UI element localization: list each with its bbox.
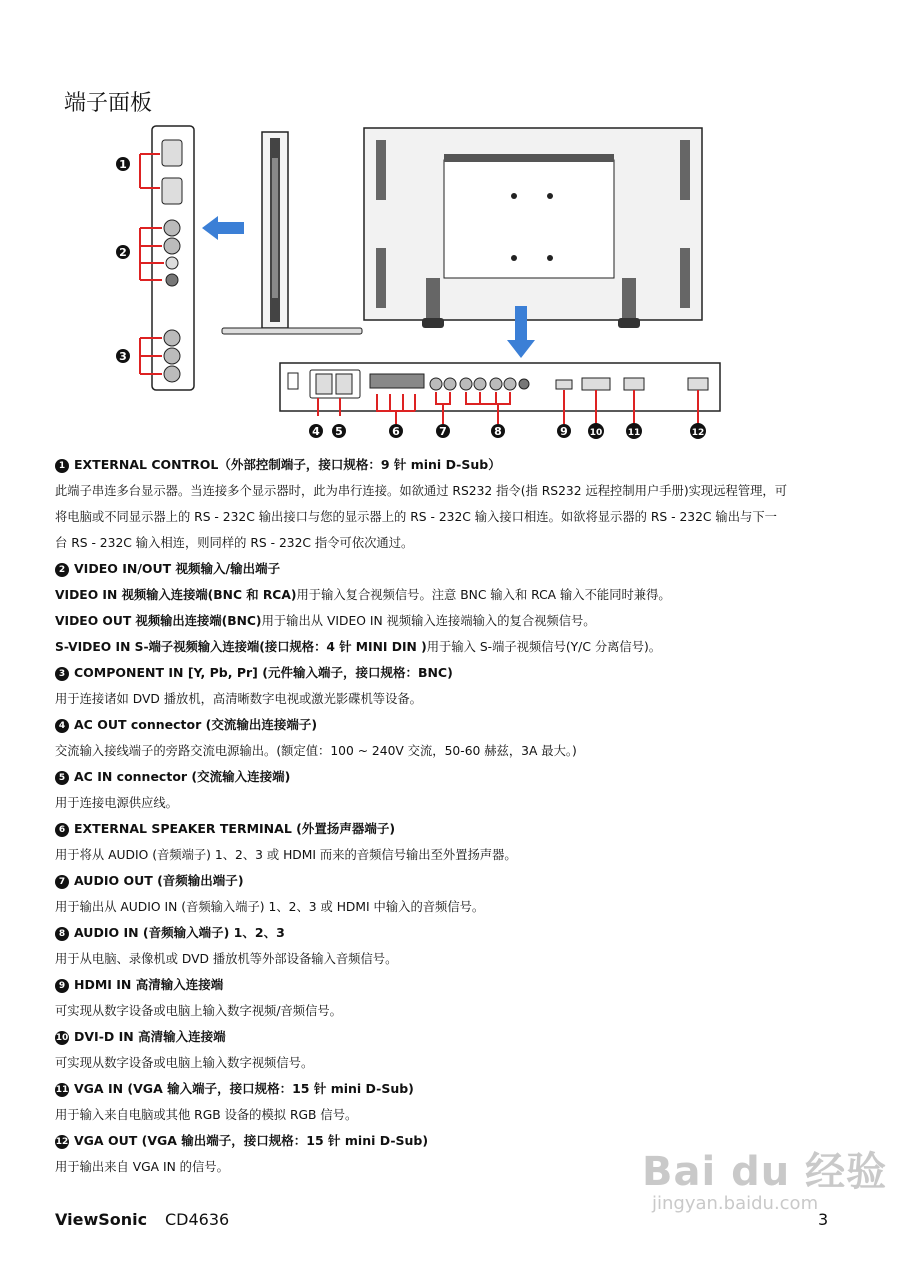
item-heading: 3 COMPONENT IN [Y, Pb, Pr] (元件输入端子，接口规格：BNC): [55, 660, 855, 686]
callout-9: [557, 424, 571, 438]
svg-text:9: 9: [560, 425, 568, 438]
item-heading: 4 AC OUT connector (交流输出连接端子): [55, 712, 855, 738]
item-number-badge: 5: [55, 771, 69, 785]
side-connector-panel: [140, 126, 194, 390]
item-description: VIDEO IN 视频输入连接端(BNC 和 RCA)用于输入复合视频信号。注意 BNC 输入和 RCA 输入不能同时兼得。: [55, 588, 671, 602]
item-description: 此端子串连多台显示器。当连接多个显示器时，此为串行连接。如欲通过 RS232 指令(指 RS232 远程控制用户手册)实现远程管理，可: [55, 484, 788, 498]
item-heading: 5 AC IN connector (交流输入连接端): [55, 764, 855, 790]
svg-text:1: 1: [119, 158, 127, 171]
svg-text:12: 12: [691, 428, 705, 438]
item-heading: 12 VGA OUT (VGA 输出端子，接口规格：15 针 mini D-Sub): [55, 1133, 429, 1148]
watermark-url: jingyan.baidu.com: [652, 1193, 819, 1214]
item-number-badge: 6: [55, 823, 69, 837]
baidu-watermark: [642, 1140, 887, 1214]
callout-2: [116, 245, 130, 259]
watermark-logo: Bai du 经验: [642, 1149, 888, 1195]
svg-text:8: 8: [494, 425, 502, 438]
item-description: 可实现从数字设备或电脑上输入数字视频信号。: [55, 1056, 314, 1070]
svg-text:5: 5: [335, 425, 343, 438]
svg-text:11: 11: [627, 428, 641, 438]
item-number-badge: 7: [55, 875, 69, 889]
item-heading: 9 HDMI IN 高清输入连接端: [55, 972, 855, 998]
callout-8: [491, 424, 505, 438]
item-description: 用于连接电源供应线。: [55, 796, 178, 810]
item-description: 可实现从数字设备或电脑上输入数字视频/音频信号。: [55, 1004, 342, 1018]
item-description: 用于从电脑、录像机或 DVD 播放机等外部设备输入音频信号。: [55, 952, 398, 966]
svg-text:6: 6: [392, 425, 400, 438]
item-description: 用于输出来自 VGA IN 的信号。: [55, 1160, 229, 1174]
item-number-badge: 4: [55, 719, 69, 733]
item-description: S-VIDEO IN S-端子视频输入连接端(接口规格：4 针 MINI DIN )用于输入 S-端子视频信号(Y/C 分离信号)。: [55, 640, 662, 654]
terminal-panel-diagram: [0, 118, 905, 448]
item-description: 用于输出从 AUDIO IN (音频输入端子) 1、2、3 或 HDMI 中输入的音频信号。: [55, 900, 485, 914]
callout-5: [332, 424, 346, 438]
svg-text:4: 4: [312, 425, 320, 438]
callout-11: [626, 423, 642, 439]
footer-brand: ViewSonic: [55, 1210, 148, 1229]
item-description: 台 RS - 232C 输入相连，则同样的 RS - 232C 指令可依次通过。: [55, 536, 414, 550]
item-number-badge: 10: [55, 1032, 69, 1043]
page-title: 端子面板: [64, 91, 153, 116]
callout-7: [436, 424, 450, 438]
monitor-rear-view: [364, 128, 702, 328]
svg-text:10: 10: [589, 428, 603, 438]
item-description: VIDEO OUT 视频输出连接端(BNC)用于输出从 VIDEO IN 视频输入连接端输入的复合视频信号。: [55, 614, 596, 628]
item-description: 用于将从 AUDIO (音频端子) 1、2、3 或 HDMI 而来的音频信号输出至外置扬声器。: [55, 848, 517, 862]
item-heading: 2 VIDEO IN/OUT 视频输入/输出端子: [55, 556, 855, 582]
item-number-badge: 8: [55, 927, 69, 941]
item-heading: 1 EXTERNAL CONTROL（外部控制端子，接口规格：9 针 mini D-Sub）: [55, 452, 855, 478]
callout-10: [588, 423, 604, 439]
callout-12: [690, 423, 706, 439]
svg-text:7: 7: [439, 425, 447, 438]
item-number-badge: 12: [55, 1136, 69, 1147]
item-number-badge: 3: [55, 667, 69, 681]
page-number: 3: [818, 1210, 829, 1229]
item-number-badge: 2: [55, 563, 69, 577]
bottom-terminal-panel: [280, 363, 720, 424]
item-heading: 10 DVI-D IN 高清输入连接端: [55, 1029, 226, 1044]
callout-4: [309, 424, 323, 438]
callout-1: [116, 157, 130, 171]
item-heading: 11 VGA IN (VGA 输入端子，接口规格：15 针 mini D-Sub): [55, 1081, 414, 1096]
item-number-badge: 9: [55, 979, 69, 993]
item-heading: 8 AUDIO IN (音频输入端子) 1、2、3: [55, 920, 855, 946]
item-description: 交流输入接线端子的旁路交流电源输出。(额定值：100 ~ 240V 交流，50-60 赫兹，3A 最大。): [55, 744, 577, 758]
item-description: 用于输入来自电脑或其他 RGB 设备的模拟 RGB 信号。: [55, 1108, 358, 1122]
svg-text:3: 3: [119, 350, 127, 363]
terminal-descriptions: [55, 452, 855, 1180]
footer-model: CD4636: [165, 1210, 230, 1229]
item-description: 用于连接诸如 DVD 播放机，高清晰数字电视或激光影碟机等设备。: [55, 692, 422, 706]
item-number-badge: 11: [55, 1084, 69, 1095]
item-heading: 7 AUDIO OUT (音频输出端子): [55, 868, 855, 894]
svg-text:2: 2: [119, 246, 127, 259]
item-number-badge: 1: [55, 459, 69, 473]
callout-6: [389, 424, 403, 438]
arrow-left-icon: [202, 216, 244, 240]
item-description: 将电脑或不同显示器上的 RS - 232C 输出接口与您的显示器上的 RS - 232C 输入接口相连。如欲将显示器的 RS - 232C 输出与下一: [55, 510, 777, 524]
callout-3: [116, 349, 130, 363]
item-heading: 6 EXTERNAL SPEAKER TERMINAL (外置扬声器端子): [55, 816, 855, 842]
